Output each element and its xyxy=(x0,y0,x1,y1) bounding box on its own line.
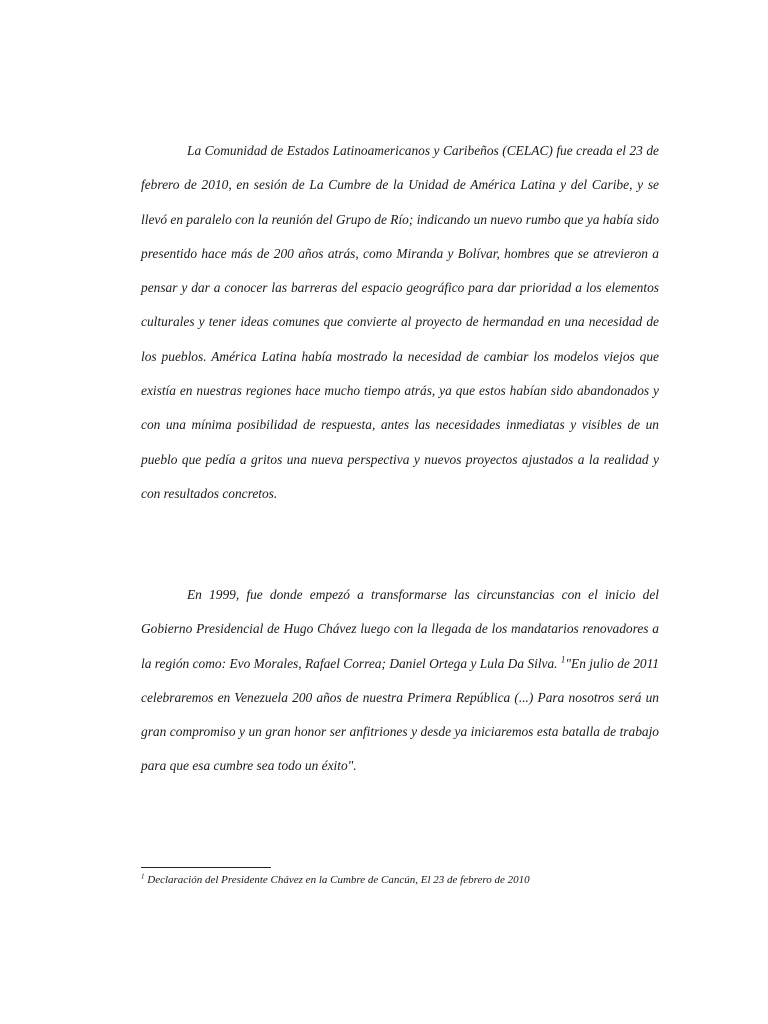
paragraph-chavez-text-before: En 1999, fue donde empezó a transformarse las circunstancias con el inicio del Gobierno Presidencial de Hugo Chávez luego con la llegada de los mandatarios renovadores a la región como: Evo Morales, Rafael Correa; Daniel Ortega y Lula Da Silva. xyxy=(141,587,659,671)
footnote xyxy=(141,872,681,888)
paragraph-chavez-quote: "En julio de 2011 celebraremos en Venezuela 200 años de nuestra Primera República (...) Para nosotros será un gran compromiso y un gran honor ser anfitriones y desde ya iniciaremos esta batalla de trabajo para que esa cumbre sea todo un éxito". xyxy=(141,655,659,774)
footnote-separator xyxy=(141,867,271,868)
paragraph-chavez xyxy=(141,578,659,784)
paragraph-celac: La Comunidad de Estados Latinoamericanos y Caribeños (CELAC) fue creada el 23 de febrero de 2010, en sesión de La Cumbre de la Unidad de América Latina y del Caribe, y se llevó en paralelo con la reunión del Grupo de Río; indicando un nuevo rumbo que ya había sido presentido hace más de 200 años atrás, como Miranda y Bolívar, hombres que se atrevieron a pensar y dar a conocer las barreras del espacio geográfico para dar prioridad a los elementos culturales y tener ideas comunes que convierte al proyecto de hermandad en una necesidad de los pueblos. América Latina había mostrado la necesidad de cambiar los modelos viejos que existía en nuestras regiones hace mucho tiempo atrás, ya que estos habían sido abandonados y con una mínima posibilidad de respuesta, antes las necesidades inmediatas y visibles de un pueblo que pedía a gritos una nueva perspectiva y nuevos proyectos ajustados a la realidad y con resultados concretos. xyxy=(141,143,659,501)
footnote-text: Declaración del Presidente Chávez en la Cumbre de Cancún, El 23 de febrero de 2010 xyxy=(144,874,530,886)
footnote-mark: 1 xyxy=(141,872,145,881)
footnote-reference[interactable]: 1 xyxy=(560,654,566,665)
